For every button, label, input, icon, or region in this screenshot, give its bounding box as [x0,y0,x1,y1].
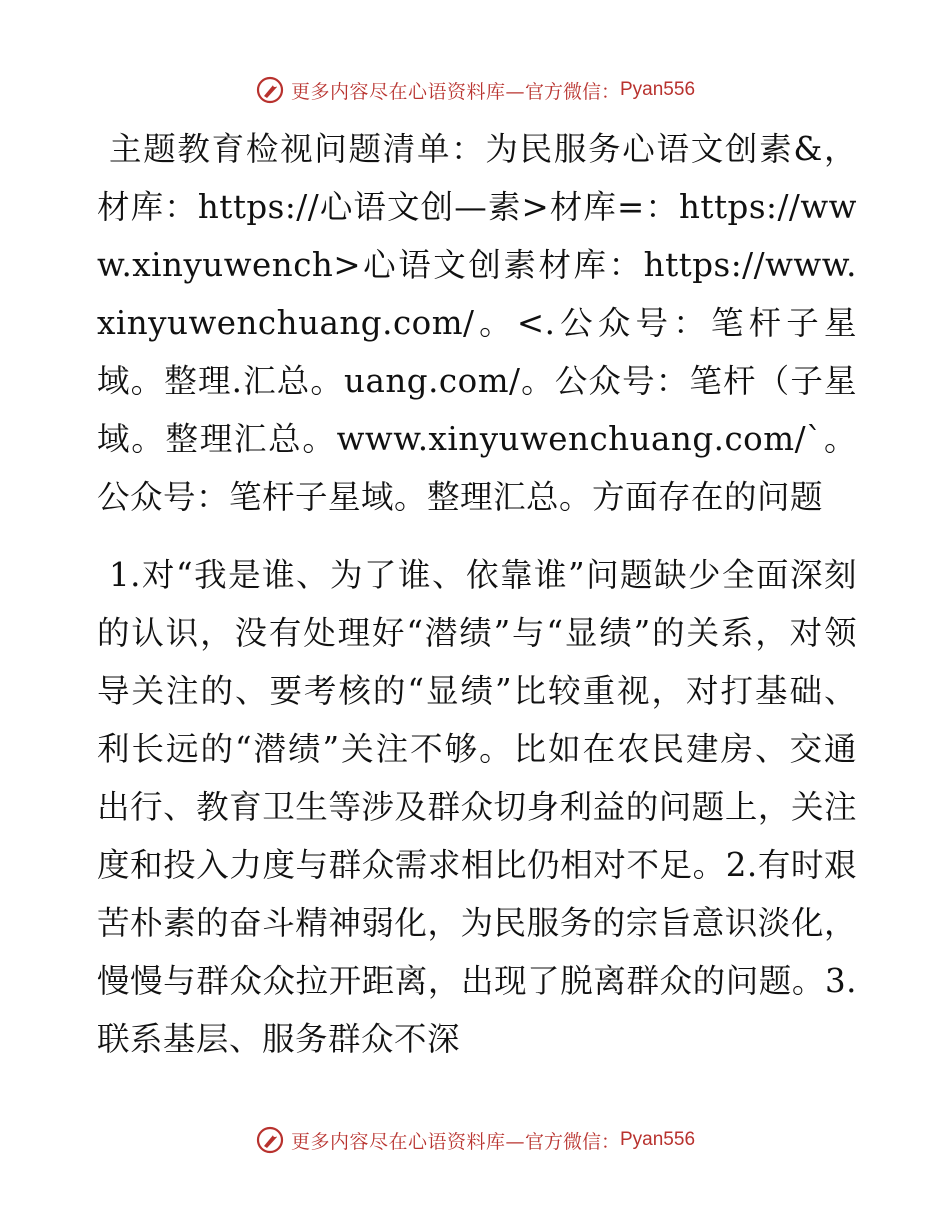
footer-banner [0,1120,950,1160]
header-promo-text: 更多内容尽在心语资料库— [290,80,525,103]
paragraph-title: 主题教育检视问题清单：为民服务心语文创素&，材库：https://心语文创—素>材库=：https://www.xinyuwench>心语文创素材库：https://www.xinyuwenchuang.com/。<.公众号：笔杆子星域。整理.汇总。uang.com/。公众号：笔杆（子星域。整理汇总。www.xinyuwenchuang.com/`。公众号：笔杆子星域。整理汇总。方面存在的问题 [97,130,857,516]
footer-wechat-label: 官方微信： [524,1130,620,1153]
pen-nib-circle-icon [255,1125,285,1155]
paragraph-problems: 1.对“我是谁、为了谁、依靠谁”问题缺少全面深刻的认识，没有处理好“潜绩”与“显绩”的关系，对领导关注的、要考核的“显绩”比较重视，对打基础、利长远的“潜绩”关注不够。比如在农民建房、交通出行、教育卫生等涉及群众切身利益的问题上，关注度和投入力度与群众需求相比仍相对不足。2.有时艰苦朴素的奋斗精神弱化，为民服务的宗旨意识淡化，慢慢与群众众拉开距离，出现了脱离群众的问题。3.联系基层、服务群众不深 [97,556,857,1058]
header-wechat-label: 官方微信： [524,80,620,103]
document-body [97,120,857,1068]
footer-wechat-id: Pyan556 [620,1129,696,1150]
header-wechat-id: Pyan556 [620,79,696,100]
pen-nib-circle-icon [255,75,285,105]
footer-promo-text: 更多内容尽在心语资料库— [290,1130,525,1153]
header-banner [0,70,950,110]
